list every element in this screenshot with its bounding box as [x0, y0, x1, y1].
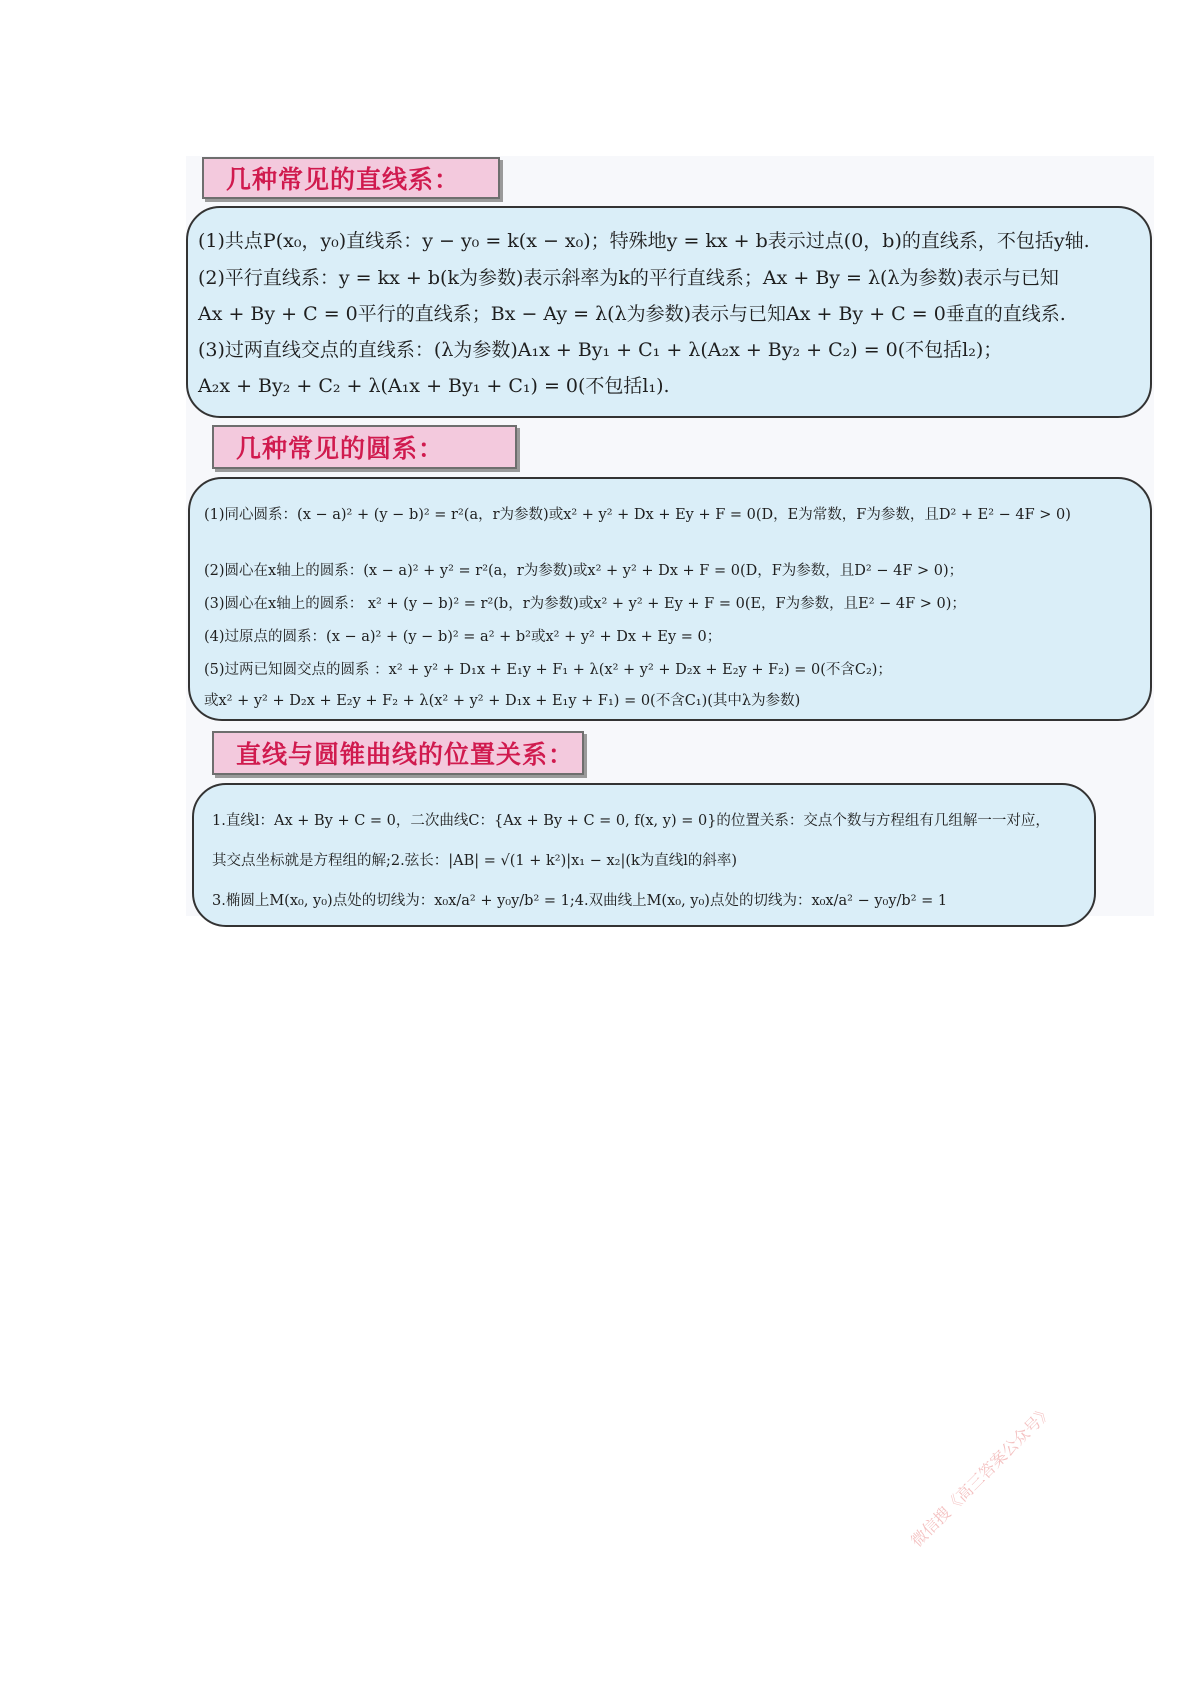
section-box-line-systems	[186, 206, 1152, 418]
line-3-1: 1.直线l：Ax + By + C = 0，二次曲线C：{Ax + By + C = 0, f(x, y) = 0}的位置关系：交点个数与方程组有几组解一一对应，	[212, 813, 1050, 829]
watermark: 微信搜《高三答案公众号》	[907, 1401, 1057, 1551]
line-3-2: 其交点坐标就是方程组的解;2.弦长：|AB| = √(1 + k²)|x₁ − x₂|(k为直线l的斜率)	[212, 853, 738, 869]
line-1-2: (2)平行直线系：y = kx + b(k为参数)表示斜率为k的平行直线系；Ax + By = λ(λ为参数)表示与已知	[198, 267, 1059, 289]
line-3-3: 3.椭圆上M(x₀, y₀)点处的切线为：x₀x/a² + y₀y/b² = 1;4.双曲线上M(x₀, y₀)点处的切线为：x₀x/a² − y₀y/b² = 1	[212, 893, 948, 909]
line-1-5: A₂x + By₂ + C₂ + λ(A₁x + By₁ + C₁) = 0(不包括l₁).	[198, 375, 670, 397]
section-title-line-conic-relation: 直线与圆锥曲线的位置关系：	[212, 731, 584, 775]
line-2-3: (3)圆心在x轴上的圆系： x² + (y − b)² = r²(b，r为参数)或x² + y² + Ey + F = 0(E，F为参数，且E² − 4F > 0)；	[204, 596, 966, 612]
section-box-line-conic-relation	[192, 783, 1096, 927]
line-2-4: (4)过原点的圆系：(x − a)² + (y − b)² = a² + b²或x² + y² + Dx + Ey = 0；	[204, 629, 722, 645]
line-1-4: (3)过两直线交点的直线系：(λ为参数)A₁x + By₁ + C₁ + λ(A₂x + By₂ + C₂) = 0(不包括l₂)；	[198, 339, 1003, 361]
line-1-3: Ax + By + C = 0平行的直线系；Bx − Ay = λ(λ为参数)表示与已知Ax + By + C = 0垂直的直线系.	[198, 303, 1066, 325]
line-2-5: (5)过两已知圆交点的圆系 ：x² + y² + D₁x + E₁y + F₁ + λ(x² + y² + D₂x + E₂y + F₂) = 0(不含C₂)；	[204, 662, 892, 678]
line-2-2: (2)圆心在x轴上的圆系：(x − a)² + y² = r²(a，r为参数)或x² + y² + Dx + F = 0(D，F为参数，且D² − 4F > 0)；	[204, 563, 964, 579]
line-2-1: (1)同心圆系：(x − a)² + (y − b)² = r²(a，r为参数)或x² + y² + Dx + Ey + F = 0(D，E为常数，F为参数，且D² + E² − 4F > 0)	[204, 507, 1071, 523]
section-box-circle-systems	[188, 477, 1152, 721]
line-2-6: 或x² + y² + D₂x + E₂y + F₂ + λ(x² + y² + D₁x + E₁y + F₁) = 0(不含C₁)(其中λ为参数)	[204, 693, 801, 709]
section-title-line-systems: 几种常见的直线系：	[202, 157, 500, 199]
section-title-circle-systems: 几种常见的圆系：	[212, 425, 517, 469]
line-1-1: (1)共点P(x₀，y₀)直线系：y − y₀ = k(x − x₀)；特殊地y = kx + b表示过点(0，b)的直线系，不包括y轴.	[198, 230, 1090, 252]
